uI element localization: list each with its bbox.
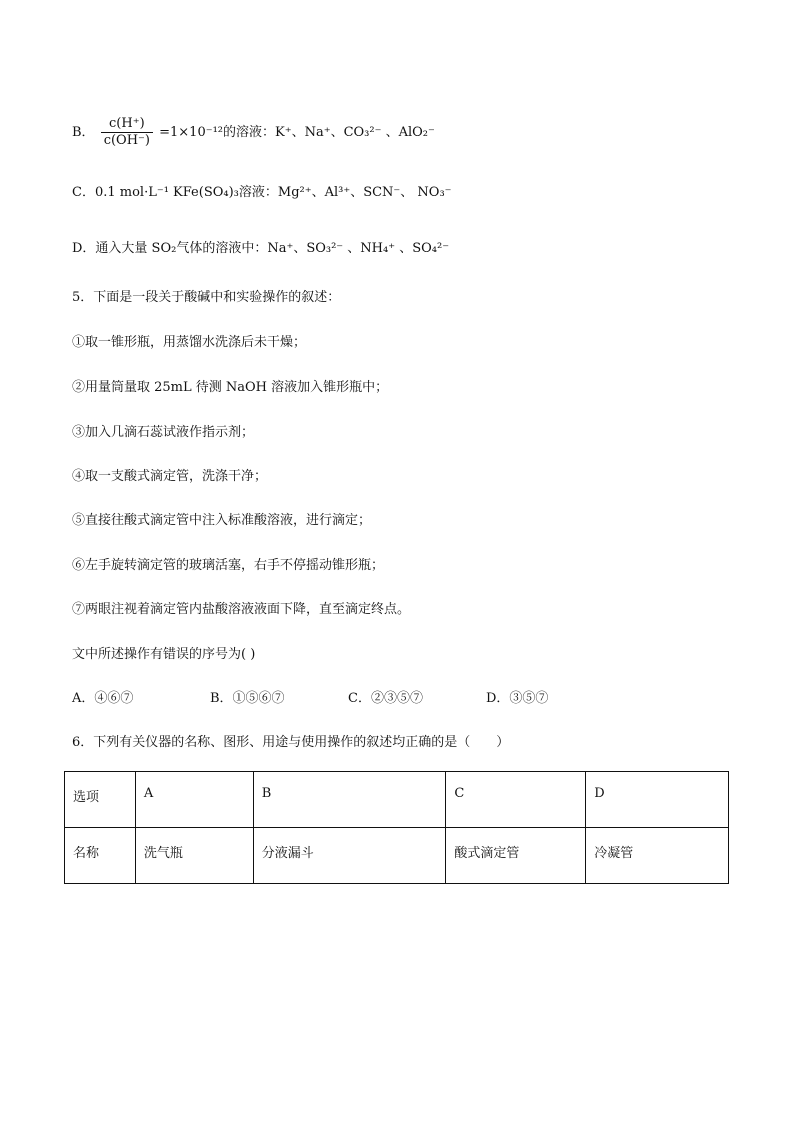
header-d: D xyxy=(594,786,605,801)
option-b-text: =1×10⁻¹²的溶液：K⁺、Na⁺、CO₃²⁻ 、AlO₂⁻ xyxy=(159,125,435,140)
q5-choice-a: A．④⑥⑦ xyxy=(72,691,134,706)
q5-step-2: ②用量筒量取 25mL 待测 NaOH 溶液加入锥形瓶中； xyxy=(72,380,389,395)
option-c: C．0.1 mol·L⁻¹ KFe(SO₄)₃溶液：Mg²⁺、Al³⁺、SCN⁻、 NO₃⁻ xyxy=(72,185,452,200)
q5-choice-b: B．①⑤⑥⑦ xyxy=(210,691,285,706)
table-cell xyxy=(135,772,253,828)
q5-step-1: ①取一锥形瓶，用蒸馏水洗涤后未干燥； xyxy=(72,335,307,350)
option-b-label: B． xyxy=(72,125,95,140)
name-d: 冷凝管 xyxy=(594,846,634,861)
q5-step-6: ⑥左手旋转滴定管的玻璃活塞，右手不停摇动锥形瓶； xyxy=(72,558,385,573)
table-cell xyxy=(135,828,253,884)
name-a: 洗气瓶 xyxy=(143,846,183,861)
row-label: 名称 xyxy=(73,846,100,861)
q5-question: 文中所述操作有错误的序号为( ) xyxy=(72,647,256,662)
header-option: 选项 xyxy=(73,790,100,805)
header-a: A xyxy=(143,786,154,801)
table-cell xyxy=(65,828,136,884)
header-c: C xyxy=(454,786,465,801)
fraction-numerator: c(H⁺) xyxy=(101,116,153,133)
q5-step-5: ⑤直接往酸式滴定管中注入标准酸溶液，进行滴定； xyxy=(72,513,372,528)
option-b xyxy=(72,116,435,149)
name-b: 分液漏斗 xyxy=(261,846,314,861)
table-cell xyxy=(65,772,136,828)
q5-choice-d: D．③⑤⑦ xyxy=(486,691,549,706)
table-cell xyxy=(446,828,586,884)
q5-step-4: ④取一支酸式滴定管，洗涤干净； xyxy=(72,469,268,484)
instrument-table xyxy=(64,771,729,884)
table-header-row xyxy=(65,772,729,828)
q5-stem: 5．下面是一段关于酸碱中和实验操作的叙述： xyxy=(72,290,341,305)
header-b: B xyxy=(261,786,272,801)
q6-stem: 6．下列有关仪器的名称、图形、用途与使用操作的叙述均正确的是（ ） xyxy=(72,735,510,750)
q5-choice-c: C．②③⑤⑦ xyxy=(348,691,423,706)
table-cell xyxy=(446,772,586,828)
table-cell xyxy=(586,828,729,884)
fraction-denominator: c(OH⁻) xyxy=(103,133,150,148)
option-d: D．通入大量 SO₂气体的溶液中：Na⁺、SO₃²⁻ 、NH₄⁺ 、SO₄²⁻ xyxy=(72,241,450,256)
q5-step-7: ⑦两眼注视着滴定管内盐酸溶液液面下降，直至滴定终点。 xyxy=(72,602,411,617)
table-cell xyxy=(253,772,446,828)
name-c: 酸式滴定管 xyxy=(454,846,520,861)
table-row xyxy=(65,828,729,884)
q5-step-3: ③加入几滴石蕊试液作指示剂； xyxy=(72,425,255,440)
ratio-fraction xyxy=(101,116,153,149)
table-cell xyxy=(253,828,446,884)
table-cell xyxy=(586,772,729,828)
